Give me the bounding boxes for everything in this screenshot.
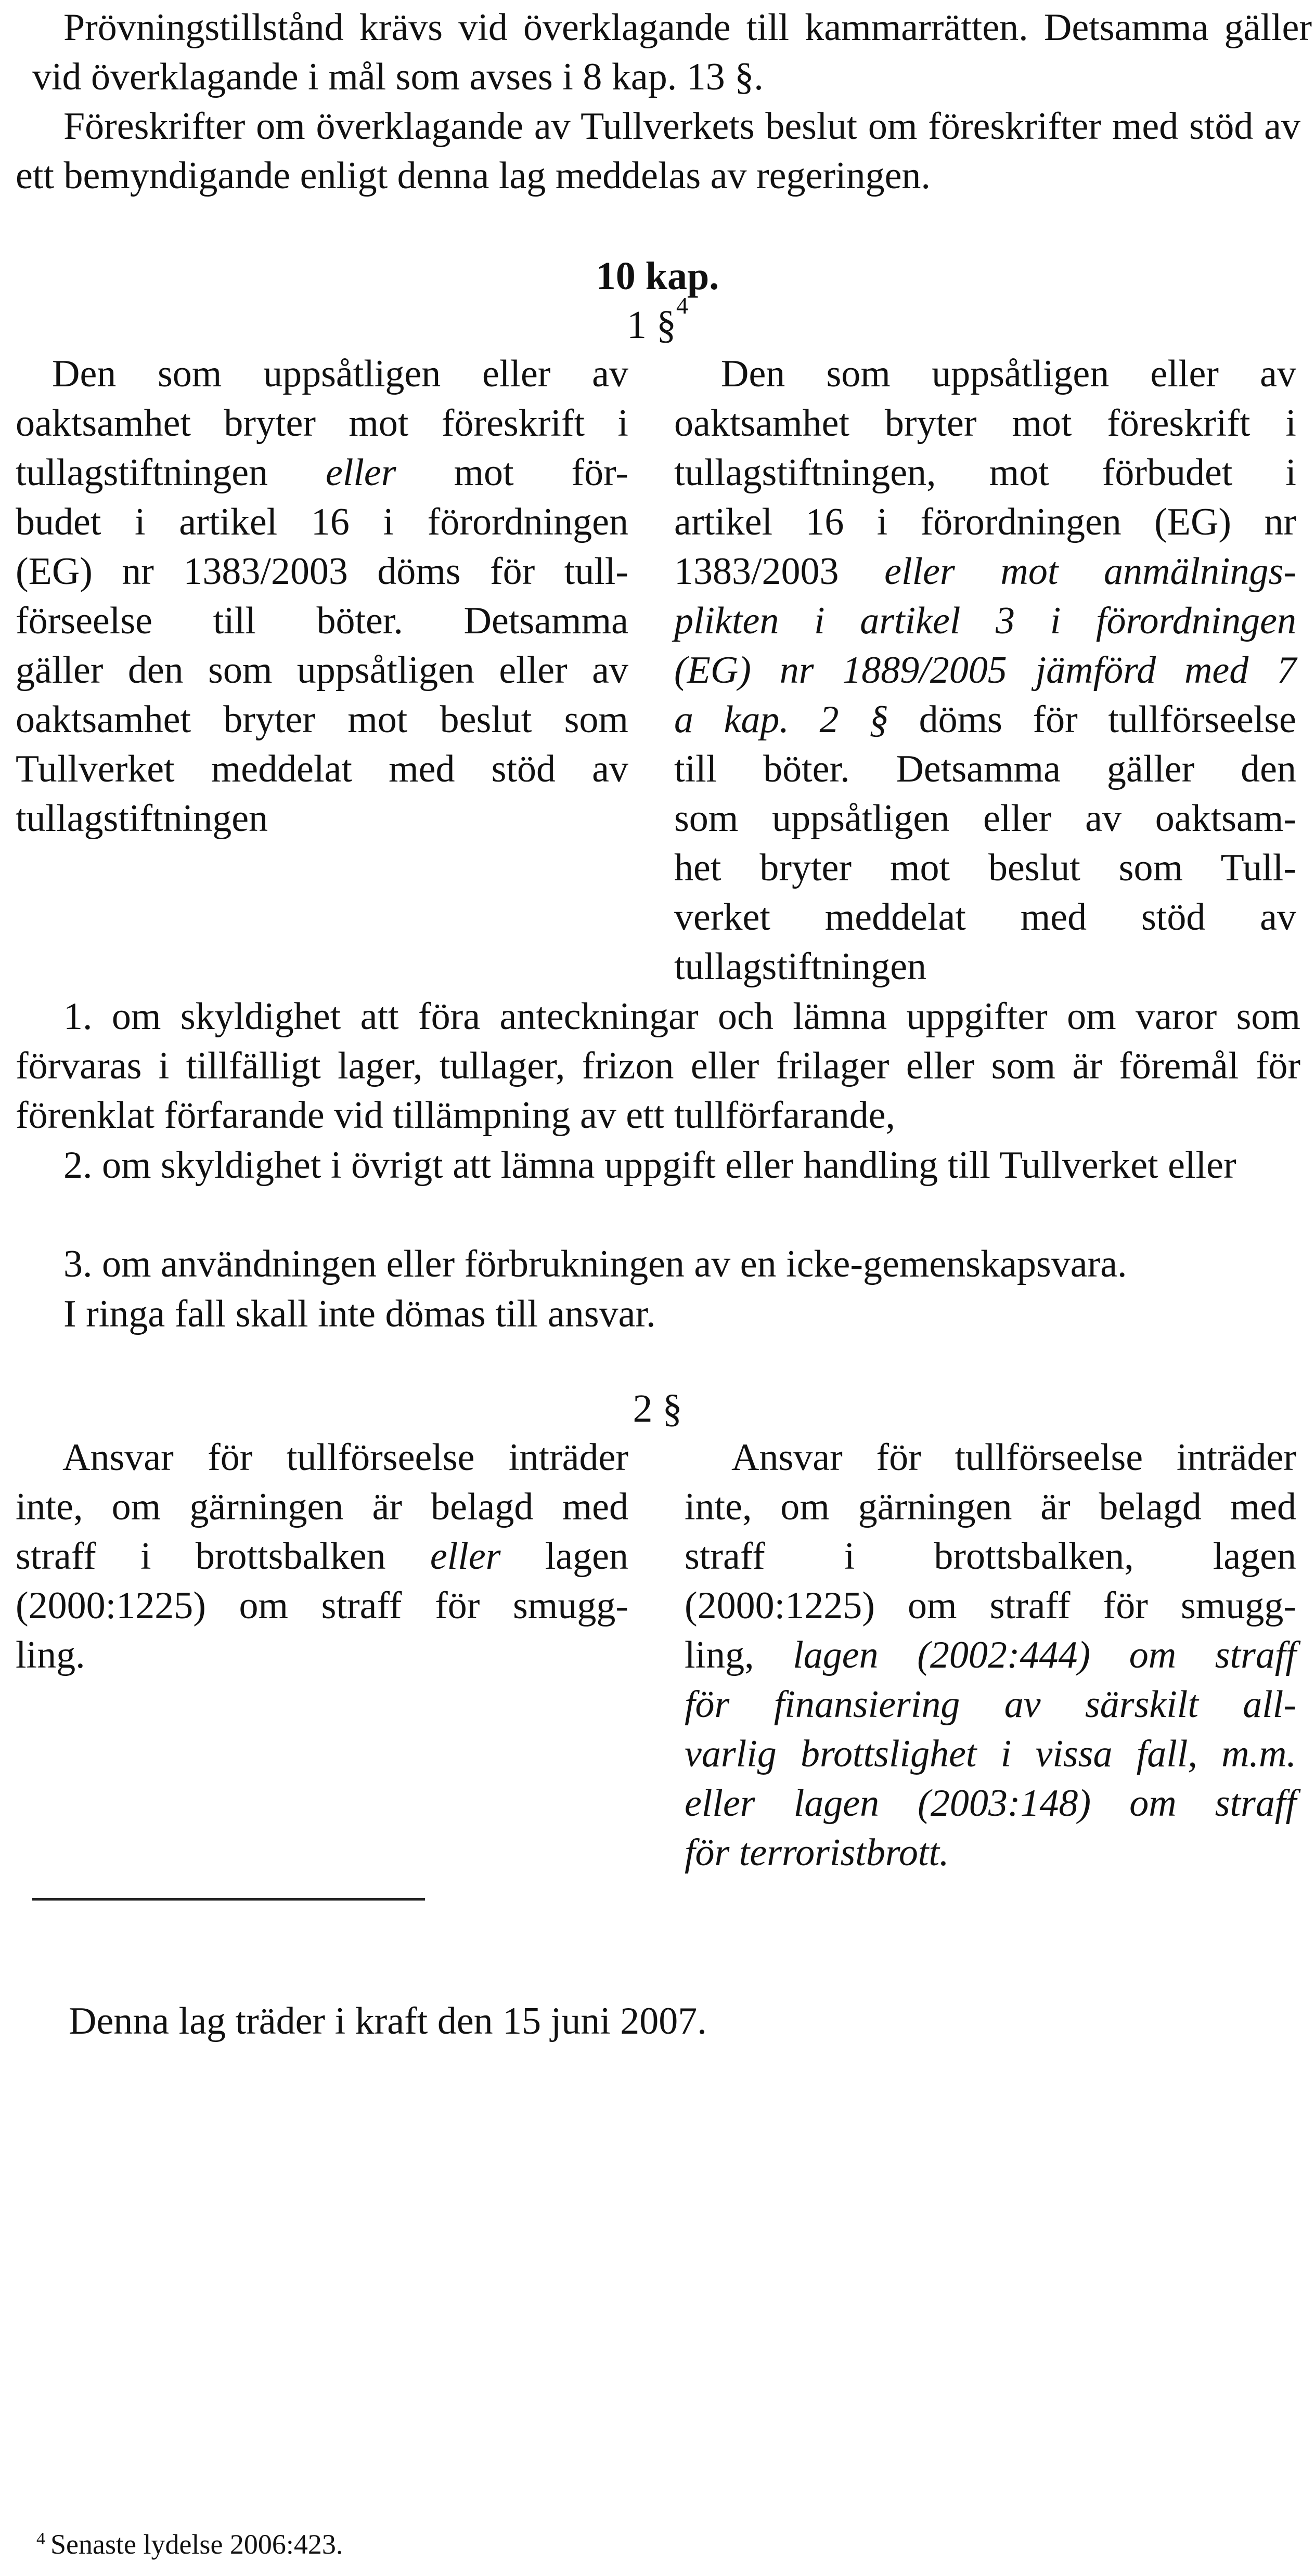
section-1-current-wording	[16, 349, 628, 843]
text-line: (EG) nr 1889/2005 jämförd med 7	[674, 649, 1296, 692]
text-line: varlig brottslighet i vissa fall, m.m.	[685, 1733, 1296, 1775]
footnote	[36, 2526, 343, 2562]
text-line: ling.	[16, 1634, 85, 1676]
list-item-1: 1. om skyldighet att föra anteckningar och lämna uppgifter om varor som förvaras i tillfälligt lager, tullager, frizon eller frilager eller som är föremål för förenklat förfarande vid tillämpning av ett tullförfarande,	[16, 995, 1300, 1137]
text-line: Ansvar för tullförseelse inträder	[731, 1436, 1296, 1479]
text-line: verket meddelat med stöd av	[674, 896, 1296, 939]
text-line: för terroristbrott.	[685, 1831, 949, 1874]
text-line: a kap. 2 § döms för tullförseelse	[674, 698, 1296, 741]
text-line: för finansiering av särskilt all-	[685, 1683, 1296, 1726]
text-line: inte, om gärningen är belagd med	[16, 1486, 628, 1528]
text-line: tullagstiftningen	[674, 945, 927, 988]
text-line: Den som uppsåtligen eller av	[52, 353, 628, 395]
minor-case-paragraph: I ringa fall skall inte dömas till ansvar.	[63, 1293, 656, 1335]
footnote-marker: 4	[36, 2529, 45, 2548]
text-line: (2000:1225) om straff för smugg-	[16, 1584, 628, 1627]
separator-rule	[32, 1898, 425, 1901]
text-line: som uppsåtligen eller av oaktsam-	[674, 797, 1296, 840]
text-line: (2000:1225) om straff för smugg-	[685, 1584, 1296, 1627]
list-item-2: 2. om skyldighet i övrigt att lämna uppgift eller handling till Tullverket eller	[63, 1144, 1236, 1187]
text-line: oaktsamhet bryter mot föreskrift i	[16, 402, 628, 445]
text-line: tullagstiftningen	[16, 797, 268, 840]
text-line: tullagstiftningen, mot förbudet i	[674, 451, 1296, 494]
text-line: inte, om gärningen är belagd med	[685, 1486, 1296, 1528]
text-line: förseelse till böter. Detsamma	[16, 600, 628, 642]
footnote-reference: 4	[676, 292, 688, 319]
list-item-3: 3. om användningen eller förbrukningen av en icke-gemenskapsvara.	[63, 1243, 1127, 1285]
text-line: oaktsamhet bryter mot föreskrift i	[674, 402, 1296, 445]
section-1-proposed-wording	[674, 349, 1296, 992]
intro-paragraph-1: Prövningstillstånd krävs vid överklagande till kammarrätten. Detsamma gäller vid överklagande i mål som avses i 8 kap. 13 §.	[32, 6, 1312, 98]
text-line: het bryter mot beslut som Tull-	[674, 847, 1296, 889]
text-line: ling, lagen (2002:444) om straff	[685, 1634, 1296, 1676]
entry-into-force: Denna lag träder i kraft den 15 juni 2007.	[69, 2000, 707, 2042]
text-line: tullagstiftningen eller mot för-	[16, 451, 628, 494]
text-line: straff i brottsbalken, lagen	[685, 1535, 1296, 1578]
text-line: artikel 16 i förordningen (EG) nr	[674, 501, 1296, 543]
text-line: 1383/2003 eller mot anmälnings-	[674, 550, 1296, 593]
text-line: budet i artikel 16 i förordningen	[16, 501, 628, 543]
section-1-label: 1 §	[627, 303, 676, 347]
intro-paragraph-2: Föreskrifter om överklagande av Tullverkets beslut om föreskrifter med stöd av ett bemyndigande enligt denna lag meddelas av regeringen.	[16, 105, 1300, 197]
text-line: plikten i artikel 3 i förordningen	[674, 600, 1296, 642]
footnote-text: Senaste lydelse 2006:423.	[50, 2529, 343, 2560]
text-line: Tullverket meddelat med stöd av	[16, 748, 628, 790]
section-2-heading: 2 §	[633, 1387, 682, 1430]
section-2-proposed-wording	[685, 1433, 1296, 1878]
text-line: Ansvar för tullförseelse inträder	[62, 1436, 628, 1479]
text-line: oaktsamhet bryter mot beslut som	[16, 698, 628, 741]
chapter-heading: 10 kap.	[596, 254, 719, 298]
text-line: eller lagen (2003:148) om straff	[685, 1782, 1296, 1825]
text-line: straff i brottsbalken eller lagen	[16, 1535, 628, 1578]
section-1-heading	[538, 292, 777, 350]
text-line: Den som uppsåtligen eller av	[721, 353, 1296, 395]
text-line: till böter. Detsamma gäller den	[674, 748, 1296, 790]
text-line: (EG) nr 1383/2003 döms för tull-	[16, 550, 628, 593]
text-line: gäller den som uppsåtligen eller av	[16, 649, 628, 692]
section-2-current-wording	[16, 1433, 628, 1680]
